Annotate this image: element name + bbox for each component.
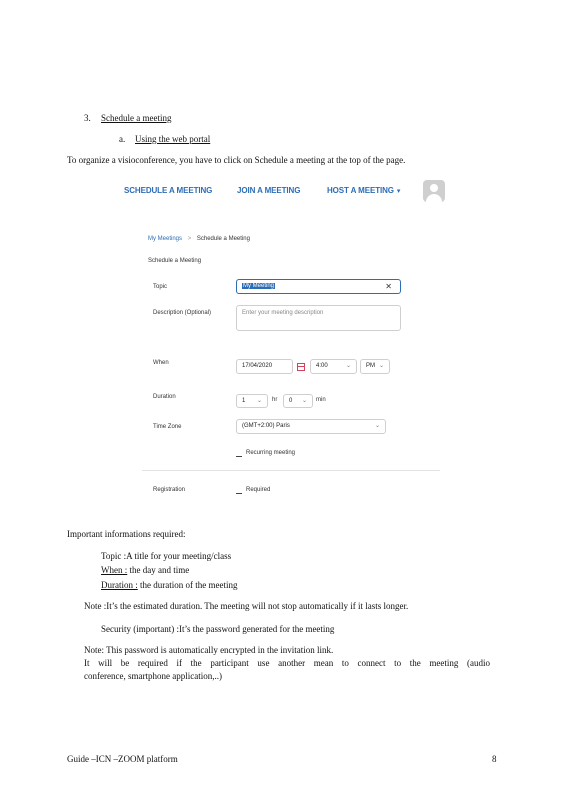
schedule-meeting-link[interactable]: SCHEDULE A MEETING: [124, 186, 213, 195]
note-duration: Note :It’s the estimated duration. The meeting will not stop automatically if it lasts longer.: [84, 601, 409, 611]
topic-value: My Meeting: [243, 283, 275, 289]
chevron-down-icon: ⌄: [378, 362, 384, 369]
avatar[interactable]: [423, 180, 445, 202]
duration-hours-value: 1: [242, 398, 246, 404]
when-term: When :: [101, 565, 128, 575]
date-value: 17/04/2020: [242, 363, 273, 369]
duration-hours-select[interactable]: [236, 394, 268, 408]
duration-label: Duration: [153, 394, 176, 400]
description-input[interactable]: [236, 305, 401, 331]
bullet-topic: Topic :A title for your meeting/class: [101, 551, 232, 561]
when-label: When: [153, 360, 169, 366]
recurring-label: Recurring meeting: [246, 450, 296, 456]
footer-guide-title: Guide –ICN –ZOOM platform: [67, 754, 178, 764]
host-meeting-link[interactable]: [327, 186, 400, 195]
when-desc: the day and time: [127, 565, 190, 575]
registration-required-label: Required: [246, 487, 271, 493]
info-heading: Important informations required:: [67, 529, 186, 539]
zoom-schedule-screenshot: [118, 172, 454, 508]
divider: [142, 470, 440, 471]
breadcrumb: [148, 236, 250, 242]
note-password-line2: It will be required if the participant use another mean to connect to the meeting (audio: [84, 658, 490, 668]
section-title: Schedule a meeting: [101, 113, 172, 123]
subsection-letter: a.: [119, 134, 126, 144]
time-zone-value: (GMT+2:00) Paris: [242, 423, 290, 429]
recurring-checkbox[interactable]: [236, 456, 242, 457]
breadcrumb-current: Schedule a Meeting: [196, 236, 250, 242]
hours-unit: hr: [272, 397, 278, 403]
registration-checkbox[interactable]: [236, 493, 242, 494]
subsection-title: Using the web portal: [135, 134, 211, 144]
section-number: 3.: [84, 113, 91, 123]
host-meeting-label: HOST A MEETING: [327, 186, 394, 195]
note-password-line1: Note: This password is automatically encrypted in the invitation link.: [84, 645, 334, 655]
chevron-down-icon: ⌄: [345, 362, 351, 369]
description-label: Description (Optional): [153, 310, 212, 316]
bullet-security: Security (important) :It’s the password generated for the meeting: [101, 624, 335, 634]
minutes-unit: min: [316, 397, 326, 403]
ampm-select[interactable]: [360, 359, 390, 374]
breadcrumb-separator: >: [187, 236, 192, 242]
page-number: 8: [492, 754, 497, 764]
duration-minutes-select[interactable]: [283, 394, 313, 408]
topic-label: Topic: [153, 284, 168, 290]
clear-icon[interactable]: ✕: [385, 282, 392, 291]
duration-minutes-value: 0: [289, 398, 293, 404]
topic-input[interactable]: [236, 279, 401, 294]
registration-label: Registration: [153, 487, 186, 493]
zoom-top-nav: [118, 172, 454, 208]
description-placeholder: Enter your meeting description: [242, 310, 324, 316]
time-zone-label: Time Zone: [153, 424, 182, 430]
chevron-down-icon: ⌄: [374, 422, 380, 429]
calendar-icon[interactable]: [297, 363, 305, 371]
chevron-down-icon: ▾: [396, 188, 401, 195]
bullet-duration: [101, 579, 237, 591]
duration-term: Duration :: [101, 580, 138, 590]
date-input[interactable]: [236, 359, 293, 374]
join-meeting-link[interactable]: JOIN A MEETING: [237, 186, 301, 195]
time-value: 4:00: [316, 363, 328, 369]
bullet-when: [101, 564, 189, 576]
time-select[interactable]: [310, 359, 357, 374]
zoom-page-title: Schedule a Meeting: [148, 258, 202, 264]
intro-paragraph: To organize a visioconference, you have to click on Schedule a meeting at the top of the page.: [67, 155, 406, 165]
time-zone-select[interactable]: [236, 419, 386, 434]
chevron-down-icon: ⌄: [256, 397, 262, 404]
breadcrumb-my-meetings[interactable]: My Meetings: [148, 236, 183, 242]
note-password-line3: conference, smartphone application,..): [84, 671, 222, 681]
duration-desc: the duration of the meeting: [137, 580, 238, 590]
chevron-down-icon: ⌄: [301, 397, 307, 404]
ampm-value: PM: [366, 363, 375, 369]
